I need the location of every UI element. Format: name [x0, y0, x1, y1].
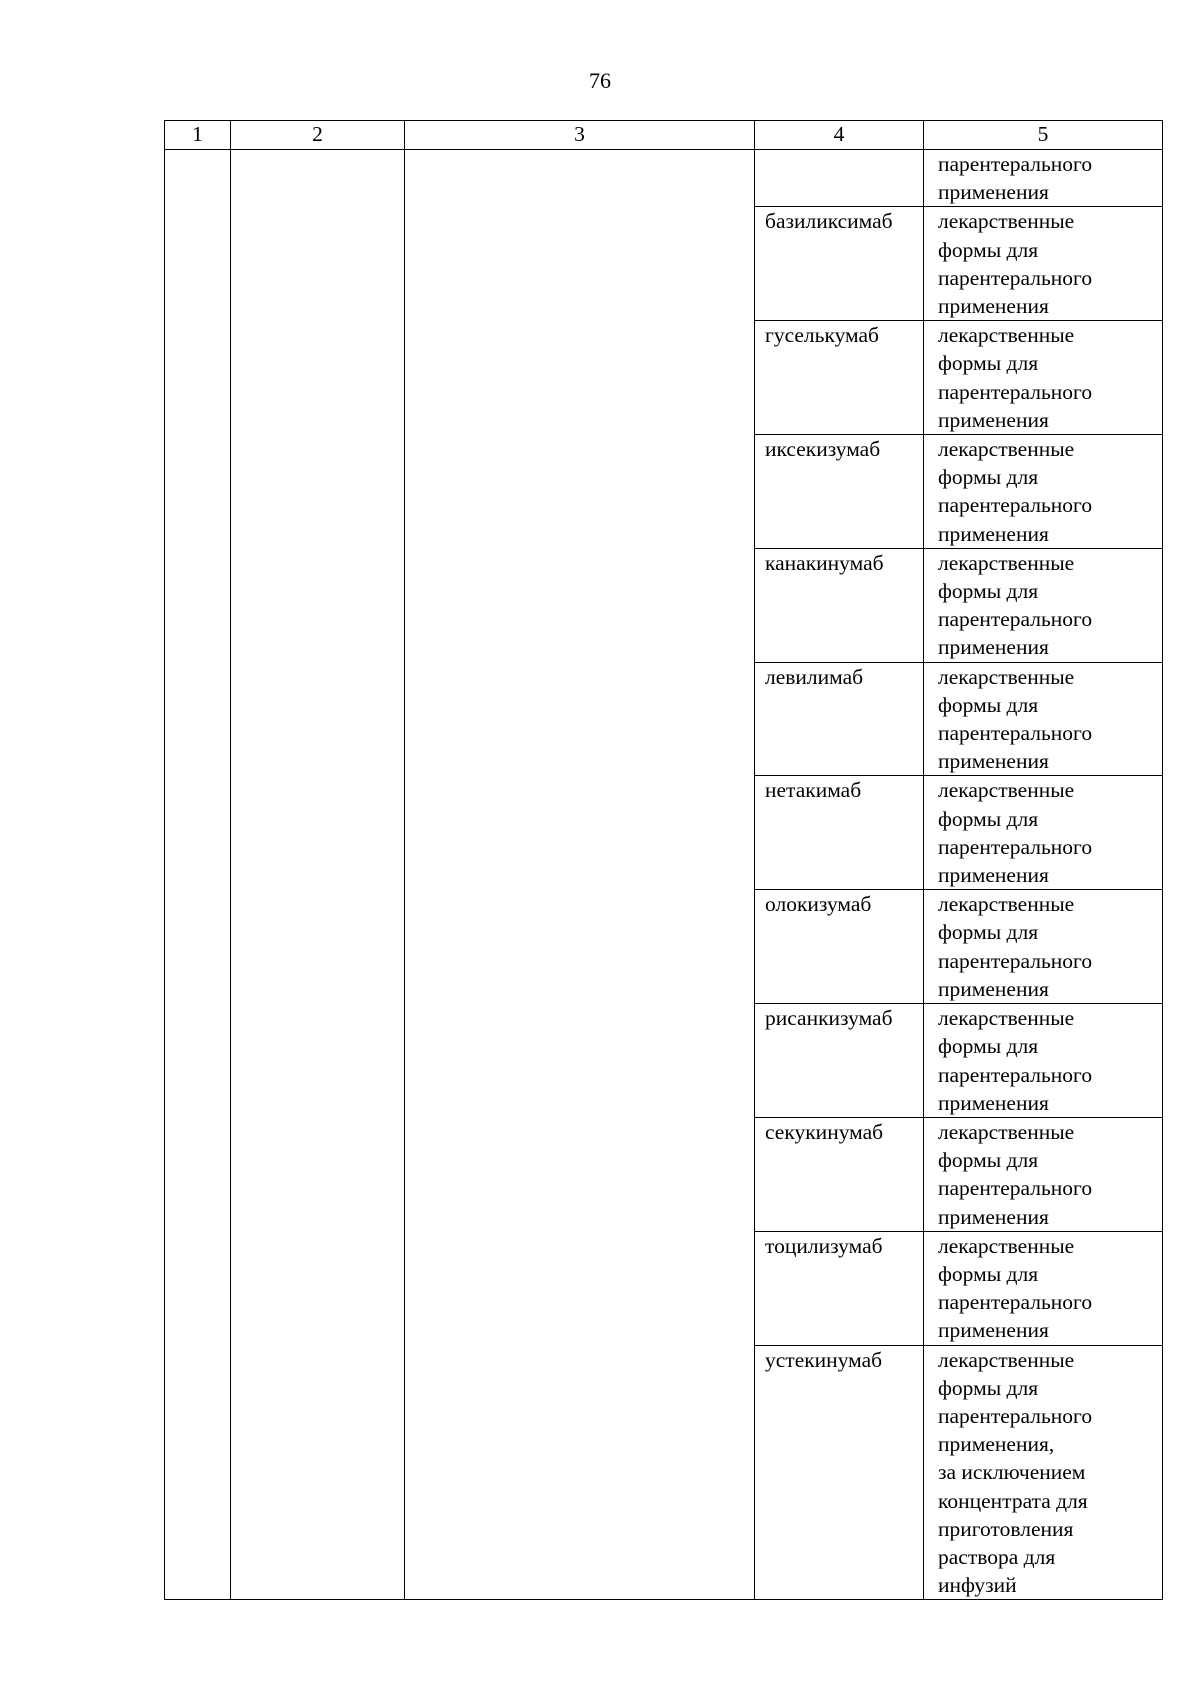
dosage-form-line: формы для [938, 1375, 1039, 1400]
drug-name-cell: иксекизумаб [755, 435, 924, 549]
dosage-form-line: парентерального [938, 834, 1093, 859]
drug-name-cell: рисанкизумаб [755, 1004, 924, 1118]
dosage-form-line: применения [938, 863, 1049, 888]
dosage-form-line: применения [938, 976, 1049, 1001]
dosage-form-line: применения [938, 1204, 1049, 1229]
drug-name-cell: нетакимаб [755, 776, 924, 890]
dosage-form-line: лекарственные [938, 1006, 1075, 1031]
dosage-form-line: формы для [938, 920, 1039, 945]
dosage-form-line: формы для [938, 351, 1039, 376]
dosage-form-line: парентерального [938, 607, 1093, 632]
merged-cell-col-3 [405, 150, 755, 1600]
dosage-form-line: лекарственные [938, 323, 1075, 348]
drug-name-cell: тоцилизумаб [755, 1231, 924, 1345]
dosage-form-line: лекарственные [938, 892, 1075, 917]
dosage-form-line: формы для [938, 1034, 1039, 1059]
dosage-form-line: формы для [938, 237, 1039, 262]
dosage-form-line: парентерального [938, 152, 1093, 176]
table-row [165, 150, 1163, 207]
dosage-forms-cell [924, 1231, 1163, 1345]
drug-name-cell: устекинумаб [755, 1345, 924, 1600]
dosage-forms-cell [924, 776, 1163, 890]
dosage-form-line: лекарственные [938, 1233, 1075, 1258]
dosage-form-line: применения [938, 1318, 1049, 1343]
dosage-form-line: формы для [938, 806, 1039, 831]
merged-cell-col-1 [165, 150, 231, 1600]
drug-name-cell [755, 150, 924, 207]
dosage-form-line: раствора для [938, 1544, 1056, 1569]
drug-name-cell: секукинумаб [755, 1117, 924, 1231]
header-cell-5: 5 [924, 121, 1163, 150]
drug-name-cell: канакинумаб [755, 548, 924, 662]
dosage-form-line: формы для [938, 1148, 1039, 1173]
dosage-form-line: лекарственные [938, 664, 1075, 689]
dosage-form-line: применения [938, 1090, 1049, 1115]
dosage-form-line: формы для [938, 579, 1039, 604]
dosage-forms-cell [924, 662, 1163, 776]
page-number: 76 [589, 68, 611, 93]
dosage-form-line: применения [938, 407, 1049, 432]
merged-cell-col-2 [231, 150, 405, 1600]
dosage-form-line: приготовления [938, 1516, 1074, 1541]
dosage-form-line: применения [938, 294, 1049, 319]
dosage-form-line: применения [938, 635, 1049, 660]
dosage-form-line: формы для [938, 692, 1039, 717]
drug-name-cell: левилимаб [755, 662, 924, 776]
dosage-form-line: лекарственные [938, 778, 1075, 803]
dosage-form-line: применения, [938, 1432, 1055, 1457]
dosage-form-line: лекарственные [938, 209, 1075, 234]
drug-name-cell: олокизумаб [755, 890, 924, 1004]
dosage-forms-cell [924, 150, 1163, 207]
dosage-form-line: лекарственные [938, 550, 1075, 575]
header-cell-1: 1 [165, 121, 231, 150]
dosage-form-line: инфузий [938, 1573, 1017, 1598]
header-cell-4: 4 [755, 121, 924, 150]
table-header-row [165, 121, 1163, 150]
dosage-forms-cell [924, 890, 1163, 1004]
header-cell-2: 2 [231, 121, 405, 150]
dosage-forms-cell [924, 1117, 1163, 1231]
dosage-form-line: концентрата для [938, 1488, 1088, 1513]
dosage-forms-cell [924, 321, 1163, 435]
header-cell-3: 3 [405, 121, 755, 150]
dosage-form-line: парентерального [938, 493, 1093, 518]
dosage-form-line: парентерального [938, 1403, 1093, 1428]
dosage-form-line: применения [938, 749, 1049, 774]
drug-table [164, 120, 1163, 1600]
dosage-form-line: формы для [938, 1261, 1039, 1286]
dosage-form-line: парентерального [938, 721, 1093, 746]
dosage-forms-cell [924, 548, 1163, 662]
dosage-form-line: парентерального [938, 265, 1093, 290]
dosage-form-line: парентерального [938, 1062, 1093, 1087]
dosage-form-line: применения [938, 521, 1049, 546]
dosage-forms-cell [924, 1345, 1163, 1600]
dosage-form-line: применения [938, 180, 1049, 205]
drug-name-cell: базиликсимаб [755, 207, 924, 321]
dosage-form-line: парентерального [938, 379, 1093, 404]
dosage-forms-cell [924, 435, 1163, 549]
dosage-forms-cell [924, 1004, 1163, 1118]
drug-name-cell: гуселькумаб [755, 321, 924, 435]
dosage-form-line: парентерального [938, 948, 1093, 973]
dosage-form-line: за исключением [938, 1460, 1086, 1485]
dosage-form-line: лекарственные [938, 1347, 1075, 1372]
dosage-form-line: лекарственные [938, 437, 1075, 462]
dosage-form-line: парентерального [938, 1176, 1093, 1201]
dosage-form-line: формы для [938, 465, 1039, 490]
dosage-form-line: лекарственные [938, 1119, 1075, 1144]
dosage-forms-cell [924, 207, 1163, 321]
dosage-form-line: парентерального [938, 1290, 1093, 1315]
